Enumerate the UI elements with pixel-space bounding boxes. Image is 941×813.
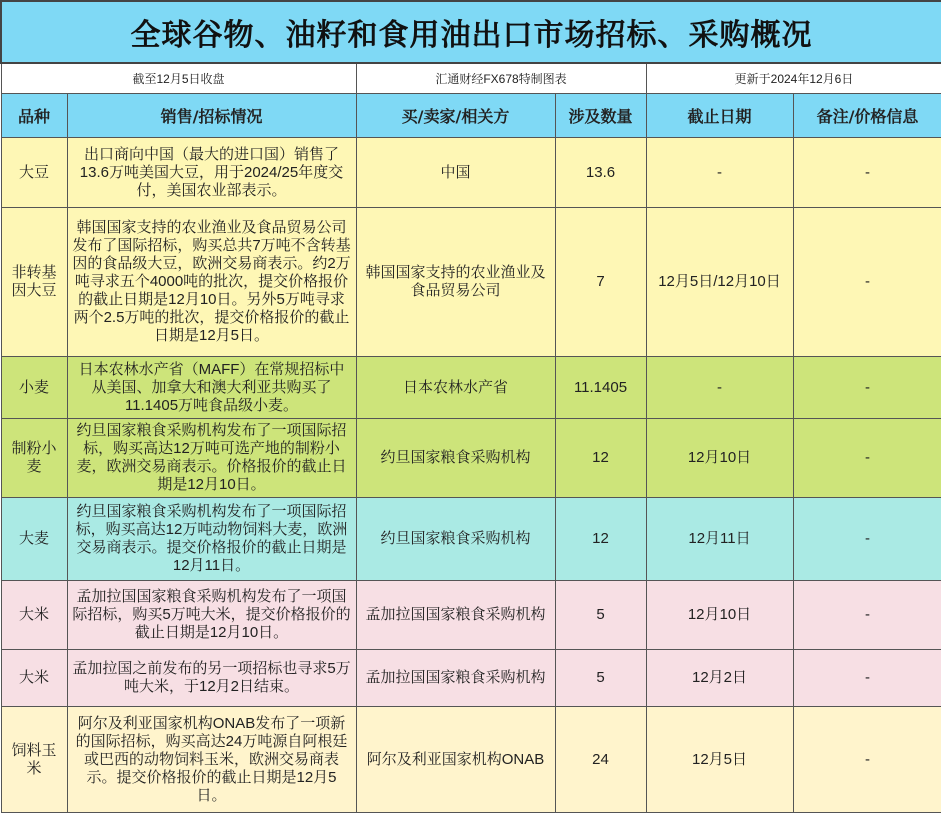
- cell-sales: 孟加拉国国家粮食采购机构发布了一项国际招标，购买5万吨大米，提交价格报价的截止日期是12月10日。: [67, 581, 356, 650]
- table-row: [1, 138, 941, 208]
- cell-notes: -: [793, 208, 941, 357]
- cell-variety: 饲料玉米: [1, 707, 67, 813]
- header-party: 买/卖家/相关方: [356, 94, 555, 138]
- page-title: 全球谷物、油籽和食用油出口市场招标、采购概况: [1, 1, 941, 63]
- cell-quantity: 5: [555, 581, 646, 650]
- cell-quantity: 7: [555, 208, 646, 357]
- table-row: [1, 357, 941, 419]
- cell-deadline: 12月5日: [646, 707, 793, 813]
- header-row: [1, 94, 941, 138]
- cell-party: 约旦国家粮食采购机构: [356, 498, 555, 581]
- source-note: 汇通财经FX678特制图表: [356, 63, 646, 94]
- cutoff-note: 截至12月5日收盘: [1, 63, 356, 94]
- header-deadline: 截止日期: [646, 94, 793, 138]
- table-row: [1, 498, 941, 581]
- cell-notes: -: [793, 419, 941, 498]
- cell-variety: 大麦: [1, 498, 67, 581]
- cell-quantity: 5: [555, 650, 646, 707]
- cell-party: 约旦国家粮食采购机构: [356, 419, 555, 498]
- cell-deadline: -: [646, 357, 793, 419]
- cell-quantity: 12: [555, 419, 646, 498]
- cell-quantity: 24: [555, 707, 646, 813]
- updated-note: 更新于2024年12月6日: [646, 63, 941, 94]
- cell-sales: 孟加拉国之前发布的另一项招标也寻求5万吨大米，于12月2日结束。: [67, 650, 356, 707]
- cell-variety: 大米: [1, 650, 67, 707]
- cell-notes: -: [793, 498, 941, 581]
- table-row: [1, 419, 941, 498]
- cell-sales: 日本农林水产省（MAFF）在常规招标中从美国、加拿大和澳大利亚共购买了11.1405万吨食品级小麦。: [67, 357, 356, 419]
- cell-quantity: 11.1405: [555, 357, 646, 419]
- cell-variety: 大豆: [1, 138, 67, 208]
- cell-deadline: 12月2日: [646, 650, 793, 707]
- cell-notes: -: [793, 138, 941, 208]
- cell-sales: 约旦国家粮食采购机构发布了一项国际招标，购买高达12万吨动物饲料大麦，欧洲交易商表示。提交价格报价的截止日期是12月11日。: [67, 498, 356, 581]
- table-row: [1, 707, 941, 813]
- cell-party: 孟加拉国国家粮食采购机构: [356, 650, 555, 707]
- cell-party: 中国: [356, 138, 555, 208]
- cell-variety: 非转基因大豆: [1, 208, 67, 357]
- cell-deadline: -: [646, 138, 793, 208]
- cell-party: 孟加拉国国家粮食采购机构: [356, 581, 555, 650]
- cell-deadline: 12月10日: [646, 419, 793, 498]
- cell-notes: -: [793, 650, 941, 707]
- cell-variety: 大米: [1, 581, 67, 650]
- cell-sales: 阿尔及利亚国家机构ONAB发布了一项新的国际招标，购买高达24万吨源自阿根廷或巴西的动物饲料玉米，欧洲交易商表示。提交价格报价的截止日期是12月5日。: [67, 707, 356, 813]
- header-notes: 备注/价格信息: [793, 94, 941, 138]
- cell-notes: -: [793, 357, 941, 419]
- table-row: [1, 650, 941, 707]
- cell-sales: 韩国国家支持的农业渔业及食品贸易公司发布了国际招标，购买总共7万吨不含转基因的食品级大豆，欧洲交易商表示。约2万吨寻求五个4000吨的批次，提交价格报价的截止日期是12月10日。另外5万吨寻求两个2.5万吨的批次，提交价格报价的截止日期是12月5日。: [67, 208, 356, 357]
- cell-deadline: 12月11日: [646, 498, 793, 581]
- table-row: [1, 208, 941, 357]
- cell-quantity: 12: [555, 498, 646, 581]
- cell-variety: 制粉小麦: [1, 419, 67, 498]
- cell-deadline: 12月5日/12月10日: [646, 208, 793, 357]
- cell-variety: 小麦: [1, 357, 67, 419]
- cell-party: 日本农林水产省: [356, 357, 555, 419]
- cell-party: 韩国国家支持的农业渔业及食品贸易公司: [356, 208, 555, 357]
- cell-sales: 出口商向中国（最大的进口国）销售了13.6万吨美国大豆，用于2024/25年度交付，美国农业部表示。: [67, 138, 356, 208]
- header-quantity: 涉及数量: [555, 94, 646, 138]
- cell-notes: -: [793, 581, 941, 650]
- cell-notes: -: [793, 707, 941, 813]
- cell-quantity: 13.6: [555, 138, 646, 208]
- cell-party: 阿尔及利亚国家机构ONAB: [356, 707, 555, 813]
- cell-sales: 约旦国家粮食采购机构发布了一项国际招标，购买高达12万吨可选产地的制粉小麦，欧洲交易商表示。价格报价的截止日期是12月10日。: [67, 419, 356, 498]
- cell-deadline: 12月10日: [646, 581, 793, 650]
- header-variety: 品种: [1, 94, 67, 138]
- header-sales: 销售/招标情况: [67, 94, 356, 138]
- table-row: [1, 581, 941, 650]
